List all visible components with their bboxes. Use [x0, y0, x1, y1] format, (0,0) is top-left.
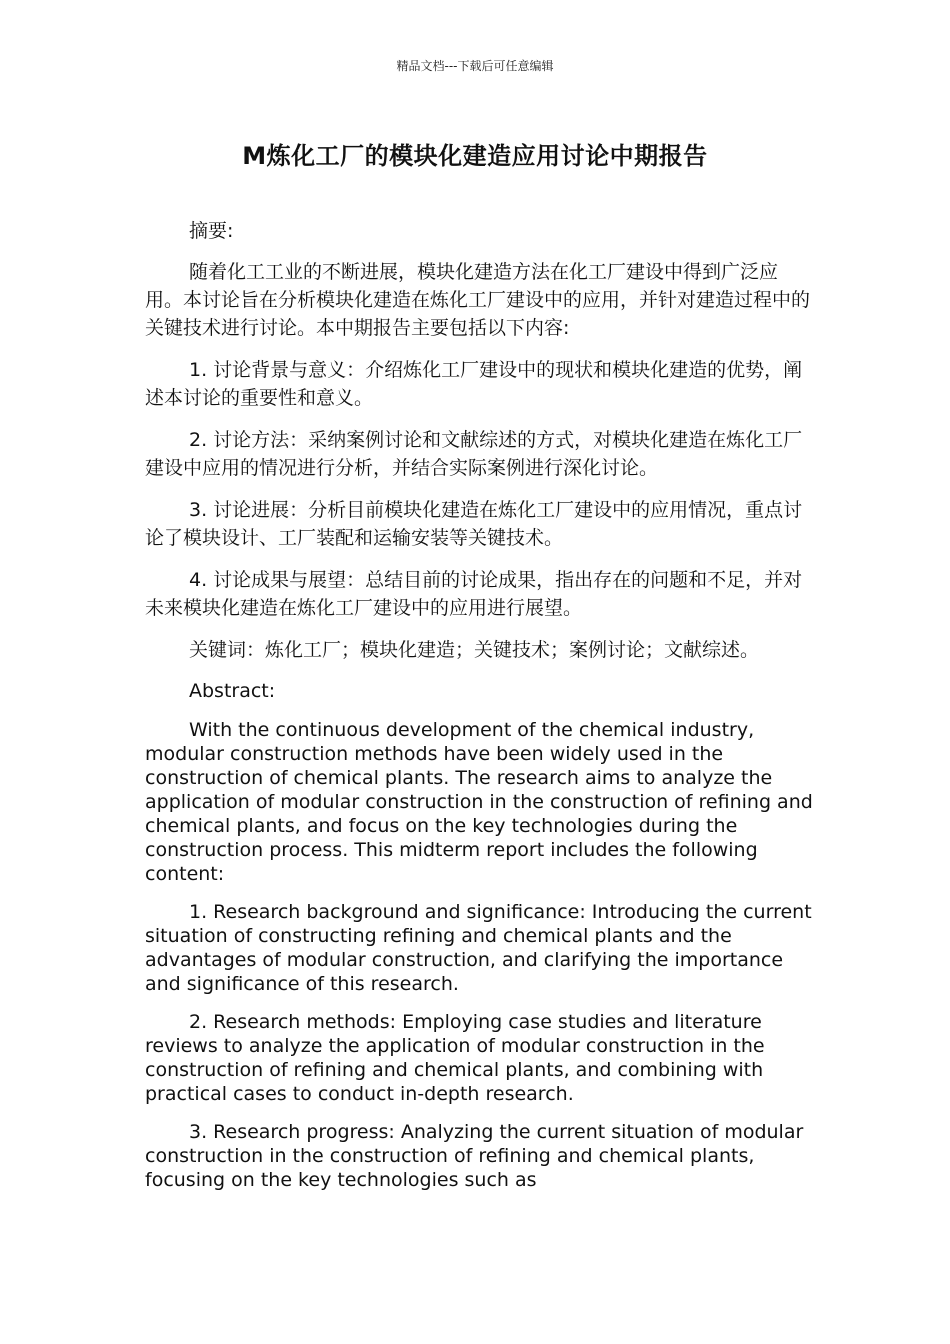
page-header: 精品文档---下载后可任意编辑	[396, 59, 554, 73]
keywords-line: 关键词：炼化工厂；模块化建造；关键技术；案例讨论；文献综述。	[189, 639, 760, 661]
document-body	[145, 217, 813, 1206]
abstract-cn-item-3: 3. 讨论进展：分析目前模块化建造在炼化工厂建设中的应用情况，重点讨论了模块设计、工厂装配和运输安装等关键技术。	[145, 499, 803, 549]
abstract-cn-item-4: 4. 讨论成果与展望：总结目前的讨论成果，指出存在的问题和不足，并对未来模块化建造在炼化工厂建设中的应用进行展望。	[145, 569, 803, 619]
abstract-en-paragraph: With the continuous development of the chemical industry, modular construction methods have been widely used in the construction of chemical plants. The research aims to analyze the application of modular construction in the construction of refining and chemical plants, and focus on the key technologies during the construction process. This midterm report includes the following content:	[145, 719, 813, 885]
abstract-cn-item-1: 1. 讨论背景与意义：介绍炼化工厂建设中的现状和模块化建造的优势，阐述本讨论的重要性和意义。	[145, 359, 803, 409]
abstract-cn-heading: 摘要:	[189, 220, 234, 242]
abstract-cn-paragraph: 随着化工工业的不断进展，模块化建造方法在化工厂建设中得到广泛应用。本讨论旨在分析模块化建造在炼化工厂建设中的应用，并针对建造过程中的关键技术进行讨论。本中期报告主要包括以下内容:	[145, 261, 811, 339]
abstract-cn-item-2: 2. 讨论方法：采纳案例讨论和文献综述的方式，对模块化建造在炼化工厂建设中应用的情况进行分析，并结合实际案例进行深化讨论。	[145, 429, 803, 479]
abstract-en-item-2: 2. Research methods: Employing case studies and literature reviews to analyze the application of modular construction in the construction of refining and chemical plants, and combining with practical cases to conduct in-depth research.	[145, 1011, 765, 1105]
abstract-en-item-3: 3. Research progress: Analyzing the current situation of modular construction in the construction of refining and chemical plants, focusing on the key technologies such as	[145, 1121, 804, 1191]
document-title: M炼化工厂的模块化建造应用讨论中期报告	[242, 142, 708, 170]
abstract-en-item-1: 1. Research background and significance: Introducing the current situation of constructing refining and chemical plants and the advantages of modular construction, and clarifying the importance and significance of this research.	[145, 901, 812, 995]
abstract-en-heading: Abstract:	[189, 680, 276, 702]
